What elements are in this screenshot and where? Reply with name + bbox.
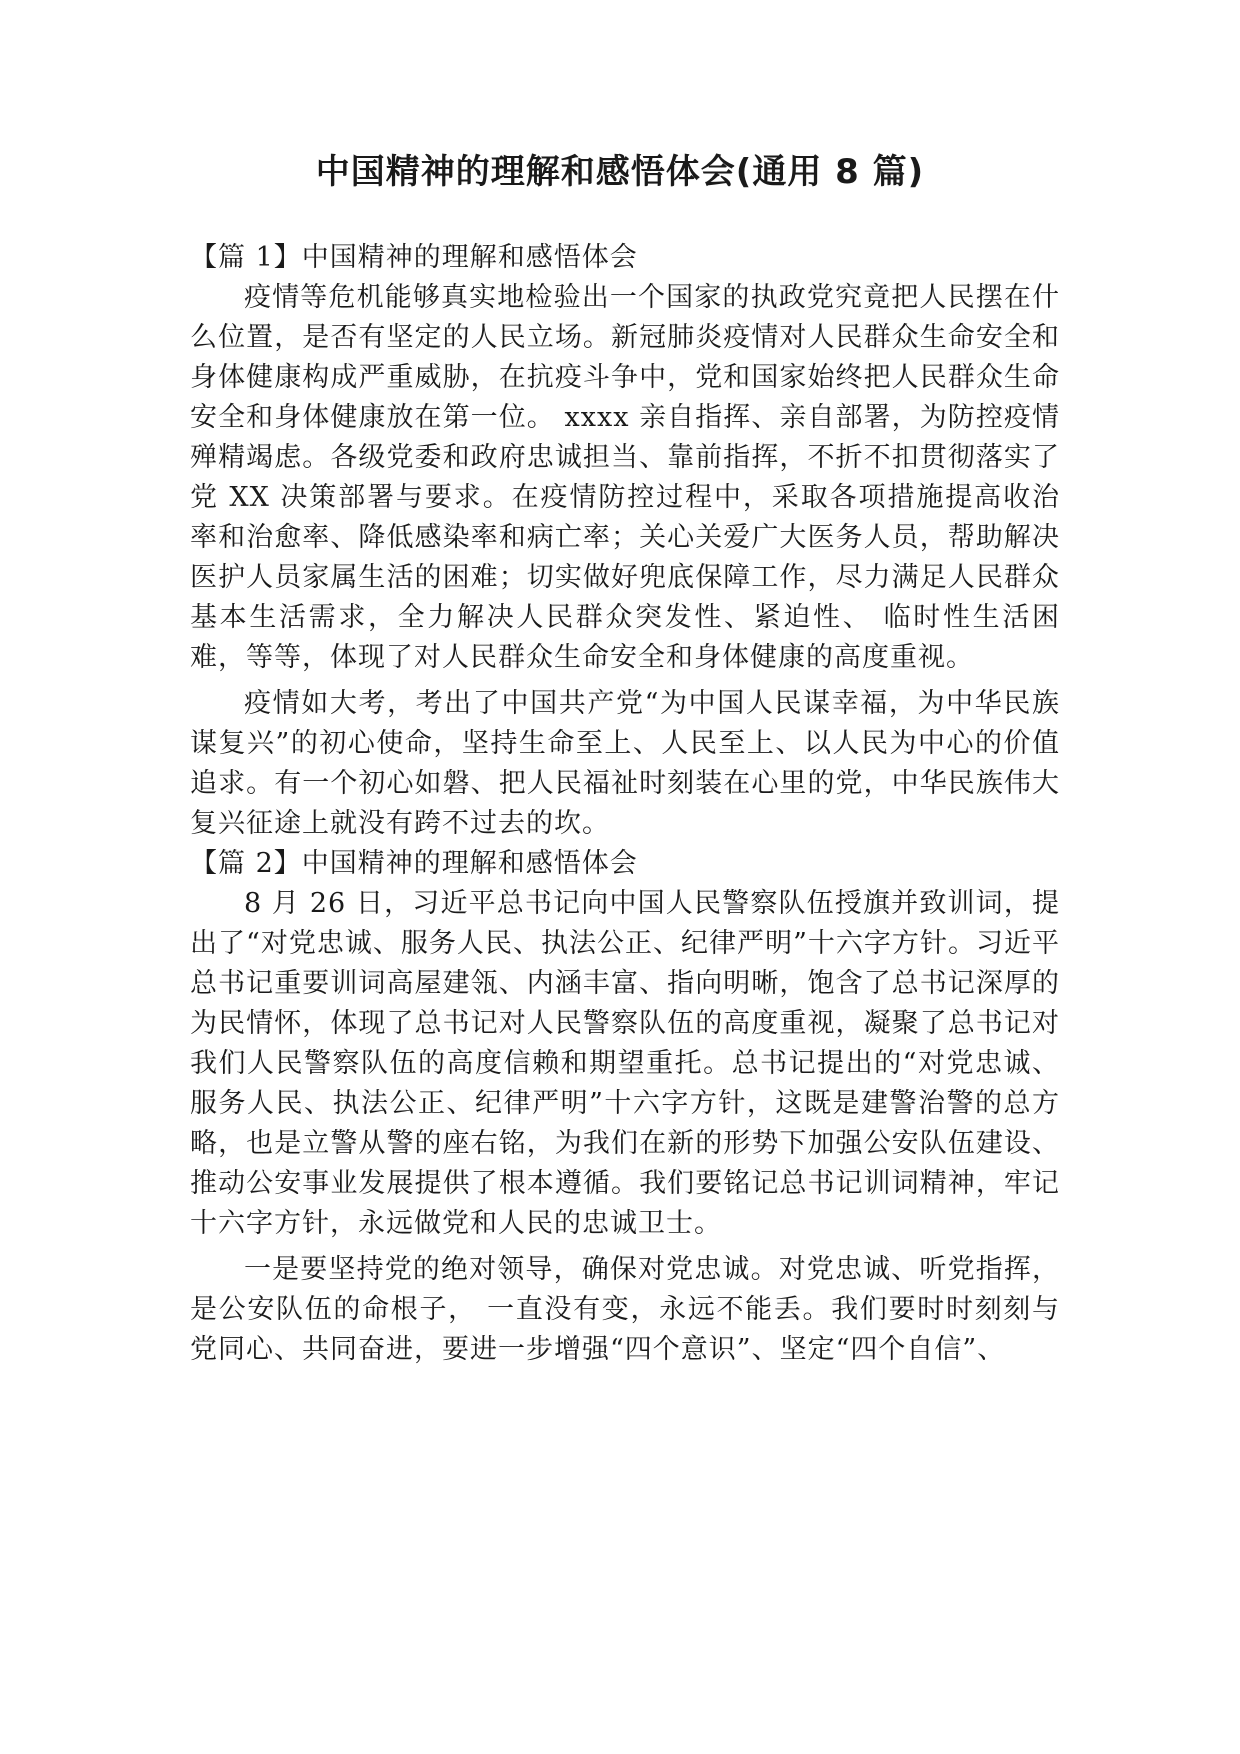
document-body — [190, 238, 1060, 1376]
document-title: 中国精神的理解和感悟体会(通用 8 篇) — [315, 152, 925, 192]
paragraph: 疫情等危机能够真实地检验出一个国家的执政党究竟把人民摆在什么位置，是否有坚定的人民立场。新冠肺炎疫情对人民群众生命安全和身体健康构成严重威胁，在抗疫斗争中，党和国家始终把人民群众生命安全和身体健康放在第一位。 xxxx 亲自指挥、亲自部署，为防控疫情殚精竭虑。各级党委和政府忠诚担当、靠前指挥，不折不扣贯彻落实了党 XX 决策部署与要求。在疫情防控过程中，采取各项措施提高收治率和治愈率、降低感染率和病亡率；关心关爱广大医务人员，帮助解决医护人员家属生活的困难；切实做好兜底保障工作，尽力满足人民群众基本生活需求，全力解决人民群众突发性、紧迫性、 临时性生活困难，等等，体现了对人民群众生命安全和身体健康的高度重视。 — [190, 282, 1060, 673]
section-1 — [190, 238, 1060, 844]
paragraph: 疫情如大考，考出了中国共产党“为中国人民谋幸福，为中华民族谋复兴”的初心使命，坚持生命至上、人民至上、以人民为中心的价值追求。有一个初心如磐、把人民福祉时刻装在心里的党，中华民族伟大复兴征途上就没有跨不过去的坎。 — [190, 688, 1060, 839]
section-heading: 【篇 2】中国精神的理解和感悟体会 — [190, 848, 638, 879]
paragraph: 8 月 26 日，习近平总书记向中国人民警察队伍授旗并致训词，提出了“对党忠诚、服务人民、执法公正、纪律严明”十六字方针。习近平总书记重要训词高屋建瓴、内涵丰富、指向明晰，饱含了总书记深厚的为民情怀，体现了总书记对人民警察队伍的高度重视，凝聚了总书记对我们人民警察队伍的高度信赖和期望重托。总书记提出的“对党忠诚、服务人民、执法公正、纪律严明”十六字方针，这既是建警治警的总方略，也是立警从警的座右铭，为我们在新的形势下加强公安队伍建设、推动公安事业发展提供了根本遵循。我们要铭记总书记训词精神，牢记十六字方针，永远做党和人民的忠诚卫士。 — [190, 888, 1060, 1239]
section-2 — [190, 844, 1060, 1370]
section-heading: 【篇 1】中国精神的理解和感悟体会 — [190, 242, 638, 273]
paragraph: 一是要坚持党的绝对领导，确保对党忠诚。对党忠诚、听党指挥，是公安队伍的命根子， 一直没有变，永远不能丢。我们要时时刻刻与党同心、共同奋进，要进一步增强“四个意识”、坚定“四个自信”、 — [190, 1254, 1060, 1365]
